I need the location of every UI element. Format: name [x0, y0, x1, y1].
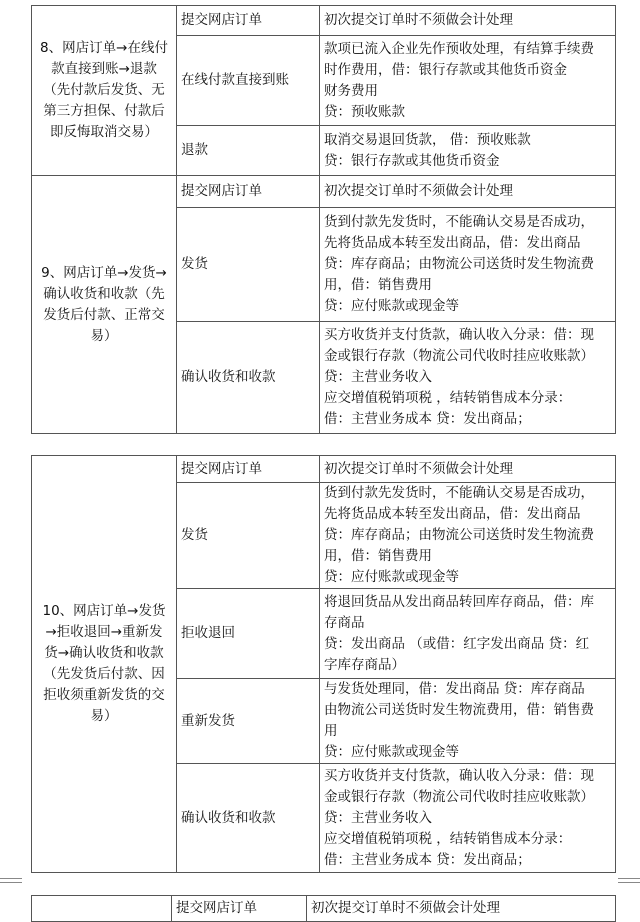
- case-title-line: 发货后付款、正常交: [43, 306, 165, 323]
- description-line: 将退回货品从发出商品转回库存商品，借：库: [324, 593, 594, 610]
- description-line: 由物流公司送货时发生物流费用，借：销售费: [324, 702, 594, 718]
- case-10-title: [32, 456, 177, 873]
- case-title-line: →拒收退回→重新发: [45, 624, 163, 640]
- description-line: 款项已流入企业先作预收处理，有结算手续费: [324, 40, 594, 57]
- step-cell: 确认收货和收款: [177, 764, 320, 873]
- table-row: [32, 896, 616, 922]
- step-cell: 提交网店订单: [177, 456, 320, 483]
- description-line: 贷：应付账款或现金等: [324, 298, 459, 314]
- description-cell: [320, 126, 616, 176]
- description-cell: [320, 456, 616, 483]
- description-line: 存商品: [324, 614, 365, 631]
- description-line: 应交增值税销项税 ，结转销售成本分录：: [324, 390, 572, 406]
- description-line: 先将货品成本转至发出商品，借：发出商品: [324, 506, 581, 522]
- table-row: [32, 176, 616, 208]
- description-line: 借：主营业务成本 贷：发出商品；: [324, 411, 531, 427]
- table-row: [32, 456, 616, 483]
- case-title-line: 9、网店订单→发货→: [41, 264, 167, 281]
- accounting-table-3: [31, 895, 616, 922]
- page-break-marker-left: [0, 882, 22, 883]
- description-line: 用，借：销售费用: [324, 277, 432, 293]
- description-cell: [320, 6, 616, 36]
- description-line: 货到付款先发货时，不能确认交易是否成功，: [324, 214, 594, 230]
- case-title-line: （先发货后付款、因: [43, 666, 165, 682]
- description-line: 财务费用: [324, 82, 378, 99]
- description-cell: [320, 176, 616, 208]
- case-title-line: 确认收货和收款（先: [43, 285, 165, 302]
- description-line: 金或银行存款（物流公司代收时挂应收账款）: [324, 788, 594, 805]
- description-line: 贷：库存商品；由物流公司送货时发生物流费: [324, 527, 594, 543]
- description-line: 先将货品成本转至发出商品，借：发出商品: [324, 235, 581, 251]
- description-line: 字库存商品）: [324, 656, 405, 673]
- description-line: 买方收货并支付货款，确认收入分录：借：现: [324, 767, 594, 784]
- step-cell: 在线付款直接到账: [177, 36, 320, 126]
- description-line: 借：主营业务成本 贷：发出商品；: [324, 851, 531, 868]
- description-line: 买方收货并支付货款，确认收入分录：借：现: [324, 327, 594, 343]
- accounting-table-1: [31, 5, 616, 434]
- description-line: 初次提交订单时不须做会计处理: [324, 183, 513, 199]
- description-line: 贷：应付账款或现金等: [324, 569, 459, 585]
- description-cell: [320, 483, 616, 589]
- description-cell: [307, 896, 616, 922]
- case-title-line: 8、网店订单→在线付: [40, 40, 168, 56]
- step-cell: 提交网店订单: [177, 176, 320, 208]
- step-cell: 提交网店订单: [177, 6, 320, 36]
- case-title-line: 10、网店订单→发货: [42, 603, 166, 619]
- step-cell: 发货: [177, 208, 320, 322]
- case-title-line: 货→确认收货和收款: [44, 645, 164, 661]
- description-cell: [320, 679, 616, 764]
- description-line: 贷：主营业务收入: [324, 809, 432, 826]
- case-title-line: 即反悔取消交易）: [50, 124, 158, 140]
- description-cell: [320, 589, 616, 679]
- description-line: 用: [324, 723, 338, 739]
- case-title-line: 拒收须重新发货的交: [43, 687, 165, 703]
- case-8-title: [32, 6, 177, 176]
- description-line: 初次提交订单时不须做会计处理: [324, 460, 513, 477]
- case-title-cell: [32, 896, 172, 922]
- description-line: 贷：银行存款或其他货币资金: [324, 152, 500, 169]
- table-row: [32, 6, 616, 36]
- description-line: 初次提交订单时不须做会计处理: [324, 12, 513, 28]
- page-break-marker-right: [618, 878, 640, 879]
- description-line: 贷：应付账款或现金等: [324, 744, 459, 760]
- description-line: 货到付款先发货时，不能确认交易是否成功，: [324, 485, 594, 501]
- description-line: 与发货处理同，借：发出商品 贷：库存商品: [324, 681, 585, 697]
- step-cell: 发货: [177, 483, 320, 589]
- description-line: 金或银行存款（物流公司代收时挂应收账款）: [324, 348, 594, 364]
- description-line: 贷：预收账款: [324, 103, 405, 120]
- description-line: 贷：发出商品 （或借：红字发出商品 贷：红: [324, 635, 590, 652]
- case-9-title: [32, 176, 177, 434]
- step-cell: 提交网店订单: [172, 896, 307, 922]
- case-title-line: （先付款后发货、无: [43, 82, 165, 98]
- case-title-line: 款直接到账→退款: [51, 61, 157, 77]
- description-cell: [320, 322, 616, 434]
- description-cell: [320, 36, 616, 126]
- step-cell: 拒收退回: [177, 589, 320, 679]
- description-cell: [320, 764, 616, 873]
- description-line: 初次提交订单时不须做会计处理: [311, 900, 500, 916]
- case-title-line: 易）: [90, 708, 118, 724]
- description-line: 贷：主营业务收入: [324, 369, 432, 385]
- description-line: 用，借：销售费用: [324, 548, 432, 564]
- description-line: 贷：库存商品；由物流公司送货时发生物流费: [324, 256, 594, 272]
- accounting-table-2: [31, 455, 616, 873]
- step-cell: 重新发货: [177, 679, 320, 764]
- description-cell: [320, 208, 616, 322]
- description-line: 取消交易退回货款， 借：预收账款: [324, 131, 531, 148]
- step-cell: 退款: [177, 126, 320, 176]
- page-break-marker-left: [0, 878, 22, 879]
- description-line: 应交增值税销项税 ，结转销售成本分录：: [324, 830, 572, 847]
- page-break-marker-right: [618, 882, 640, 883]
- step-cell: 确认收货和收款: [177, 322, 320, 434]
- case-title-line: 第三方担保、付款后: [43, 103, 165, 119]
- description-line: 时作费用，借：银行存款或其他货币资金: [324, 61, 567, 78]
- case-title-line: 易）: [90, 327, 118, 344]
